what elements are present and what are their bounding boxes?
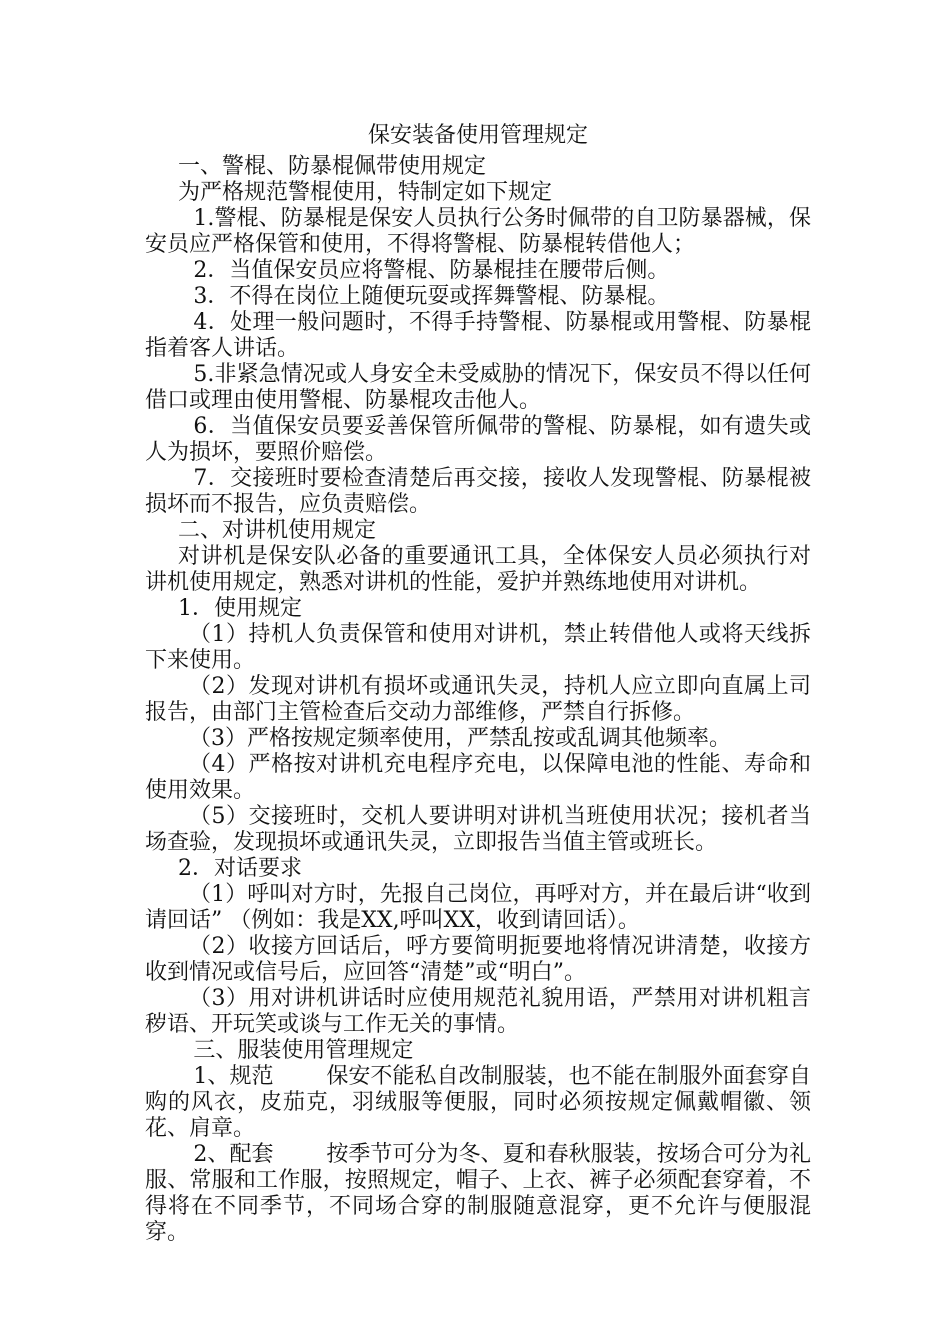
baton-rule-5: 5.非紧急情况或人身安全未受威胁的情况下，保安员不得以任何借口或理由使用警棍、防暴棍攻击他人。 [145,362,811,413]
section-heading-uniform: 三、服装使用管理规定 [193,1038,414,1063]
radio-talk-rule-3: （3）用对讲机讲话时应使用规范礼貌用语，严禁用对讲机粗言秽语、开玩笑或谈与工作无关的事情。 [145,986,811,1037]
radio-talk-heading: 2．对话要求 [178,856,302,881]
radio-usage-rule-4: （4）严格按对讲机充电程序充电，以保障电池的性能、寿命和使用效果。 [145,752,811,803]
baton-rule-4: 4．处理一般问题时，不得手持警棍、防暴棍或用警棍、防暴棍指着客人讲话。 [145,310,811,361]
baton-rule-3: 3．不得在岗位上随便玩耍或挥舞警棍、防暴棍。 [193,284,670,309]
section-heading-batons: 一、警棍、防暴棍佩带使用规定 [178,154,487,179]
document-page [145,118,811,1246]
baton-rule-1: 1.警棍、防暴棍是保安人员执行公务时佩带的自卫防暴器械，保安员应严格保管和使用，不得将警棍、防暴棍转借他人； [145,206,811,257]
baton-rule-2: 2．当值保安员应将警棍、防暴棍挂在腰带后侧。 [193,258,670,283]
uniform-rule-1 [145,1064,811,1142]
section-intro-batons: 为严格规范警棍使用，特制定如下规定 [178,180,553,205]
radio-usage-rule-2: （2）发现对讲机有损坏或通讯失灵，持机人应立即向直属上司报告，由部门主管检查后交动力部维修，严禁自行拆修。 [145,674,811,725]
uniform-rule-1-text: 保安不能私自改制服装，也不能在制服外面套穿自购的风衣，皮茄克，羽绒服等便服，同时必须按规定佩戴帽徽、领花、肩章。 [145,1064,811,1141]
radio-talk-rule-2: （2）收接方回话后，呼方要简明扼要地将情况讲清楚，收接方收到情况或信号后，应回答“清楚”或“明白”。 [145,934,811,985]
baton-rule-6: 6．当值保安员要妥善保管所佩带的警棍、防暴棍，如有遗失或人为损坏，要照价赔偿。 [145,414,811,465]
radio-usage-rule-1: （1）持机人负责保管和使用对讲机，禁止转借他人或将天线拆下来使用。 [145,622,811,673]
radio-usage-heading: 1．使用规定 [178,596,302,621]
uniform-rule-2-label: 2、配套 [193,1142,274,1167]
baton-rule-7: 7．交接班时要检查清楚后再交接，接收人发现警棍、防暴棍被损坏而不报告，应负责赔偿。 [145,466,811,517]
document-title: 保安装备使用管理规定 [367,123,588,148]
uniform-rule-2 [145,1142,811,1246]
section-heading-radio: 二、对讲机使用规定 [178,518,377,543]
radio-usage-rule-5: （5）交接班时，交机人要讲明对讲机当班使用状况；接机者当场查验，发现损坏或通讯失灵，立即报告当值主管或班长。 [145,804,811,855]
radio-talk-rule-1: （1）呼叫对方时，先报自己岗位，再呼对方，并在最后讲“收到请回话” （例如：我是XX,呼叫XX，收到请回话）。 [145,882,811,933]
radio-usage-rule-3: （3）严格按规定频率使用，严禁乱按或乱调其他频率。 [189,726,731,751]
uniform-rule-1-label: 1、规范 [193,1064,274,1089]
uniform-rule-2-text: 按季节可分为冬、夏和春秋服装，按场合可分为礼服、常服和工作服，按照规定，帽子、上衣、裤子必须配套穿着，不得将在不同季节，不同场合穿的制服随意混穿，更不允许与便服混穿。 [145,1142,811,1245]
section-intro-radio: 对讲机是保安队必备的重要通讯工具，全体保安人员必须执行对讲机使用规定，熟悉对讲机的性能，爱护并熟练地使用对讲机。 [145,544,811,595]
